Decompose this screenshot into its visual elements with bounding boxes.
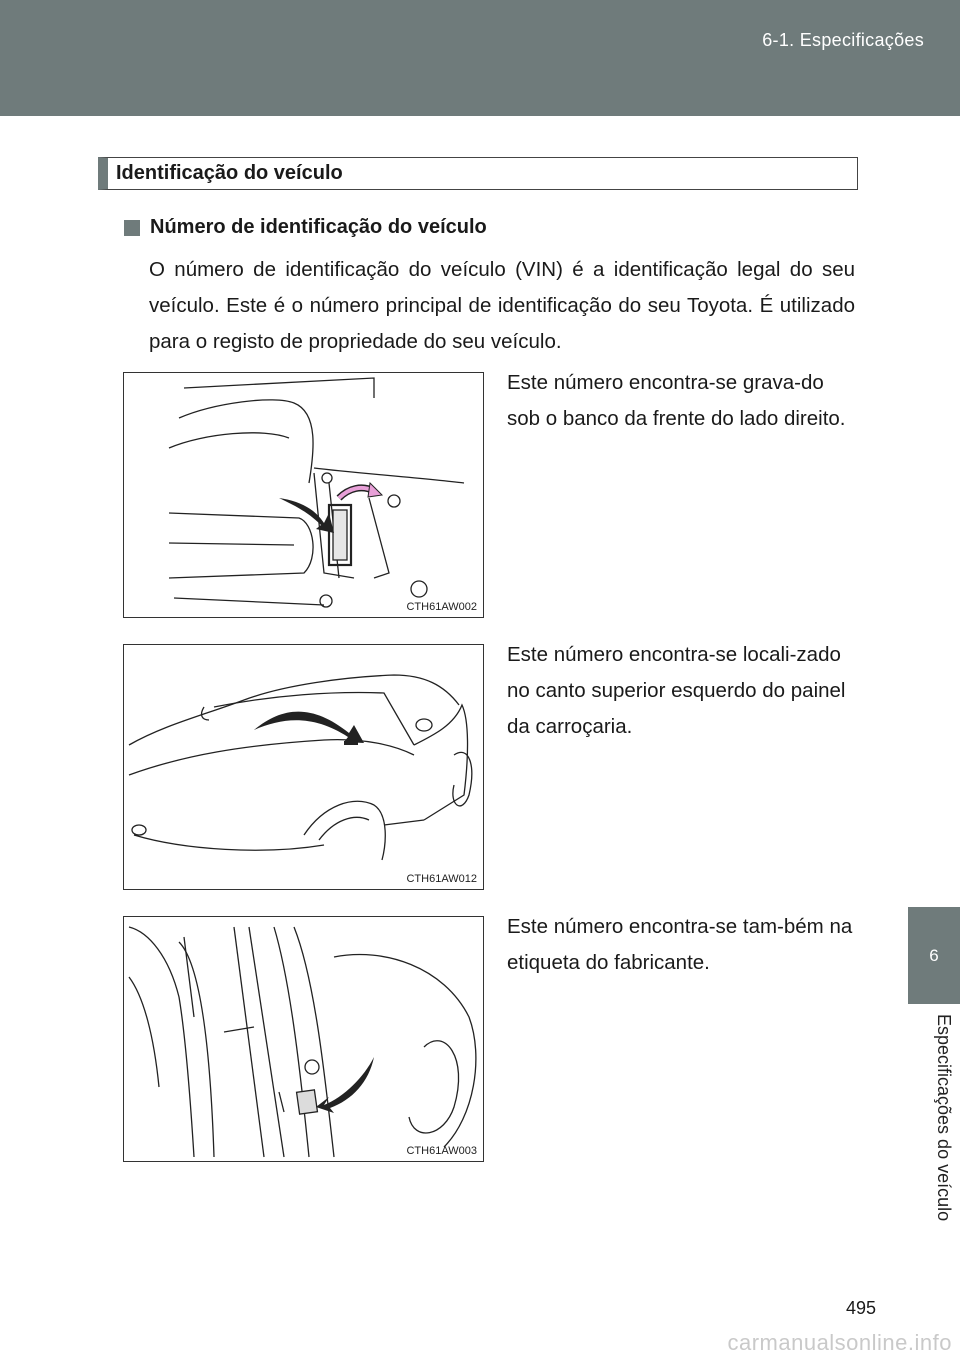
chapter-tab: 6 [908,907,960,1004]
figure-3-caption: Este número encontra-se tam-bém na etiqueta do fabricante. [507,915,853,974]
subsection-heading [124,216,487,239]
figure-seat-illustration [123,372,484,618]
figure-code: CTH61AW003 [406,1145,477,1157]
page-number: 495 [846,1298,877,1318]
header-section-title: 6-1. Especificações [762,30,924,50]
figure-1-caption: Este número encontra-se grava-do sob o banco da frente do lado direito. [507,371,846,430]
figure-code: CTH61AW002 [406,601,477,613]
car-illustration [124,645,484,890]
square-bullet-icon [124,220,140,236]
subsection-title: Número de identificação do veículo [150,216,487,238]
figure-code: CTH61AW012 [406,873,477,885]
chapter-label: Especificações do veículo [934,1014,954,1222]
figure-label-illustration [123,916,484,1162]
page-header [0,0,960,116]
section-heading-box [98,157,858,190]
figure-2-caption: Este número encontra-se locali-zado no canto superior esquerdo do painel da carroçaria. [507,643,846,738]
door-pillar-illustration [124,917,484,1162]
subsection-body: O número de identificação do veículo (VIN) é a identificação legal do seu veículo. Este é o número principal de identificação do seu Toyota. É utilizado para o registo de propriedade do seu veículo. [149,258,855,353]
seat-illustration [124,373,484,618]
figure-car-illustration [123,644,484,890]
section-title: Identificação do veículo [116,162,343,184]
watermark[interactable]: carmanualsonline.info [727,1330,952,1355]
